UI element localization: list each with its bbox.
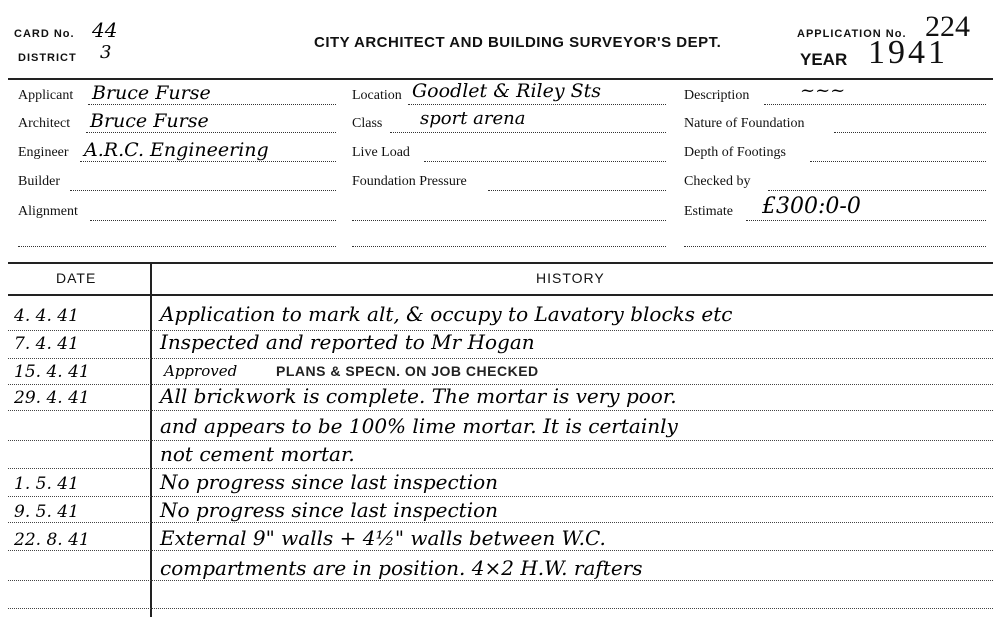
history-date: 15. 4. 41 [14,362,90,382]
department-title: CITY ARCHITECT AND BUILDING SURVEYOR'S DEPT. [314,34,722,51]
history-entry: Approved [164,362,238,380]
history-rule [8,550,993,551]
estimate-label: Estimate [684,204,733,219]
date-header: DATE [56,270,97,286]
history-entry: No progress since last inspection [160,470,499,494]
checked-by-line [768,190,986,191]
history-rule [8,496,993,497]
depth-of-footings-line [810,161,986,162]
architect-value: Bruce Furse [90,110,209,132]
alignment-label: Alignment [18,204,78,219]
application-no-value: 224 [925,10,970,43]
builder-label: Builder [18,174,60,189]
foundation-pressure-label: Foundation Pressure [352,174,467,189]
history-rule [8,468,993,469]
history-top-border [8,262,993,264]
estimate-line [746,220,986,221]
history-date: 22. 8. 41 [14,530,90,550]
history-date: 7. 4. 41 [14,334,79,354]
extra-line-left [18,246,336,247]
history-entry: compartments are in position. 4×2 H.W. rafters [160,556,643,580]
history-entry: Inspected and reported to Mr Hogan [160,330,535,354]
history-rule [8,440,993,441]
card-no-label: CARD No. [14,28,75,40]
location-line [408,104,666,105]
district-label: DISTRICT [18,52,77,64]
live-load-label: Live Load [352,145,410,160]
card-no-value: 44 [92,18,118,42]
alignment-line [90,220,336,221]
class-label: Class [352,116,383,131]
history-rule [8,608,993,609]
description-line [764,104,986,105]
class-line [390,132,666,133]
description-label: Description [684,88,750,103]
history-header: HISTORY [536,270,605,286]
history-entry: Application to mark alt, & occupy to Lavatory blocks etc [160,302,733,326]
checked-by-label: Checked by [684,174,751,189]
description-value: ~~~ [800,80,846,101]
history-rule [8,580,993,581]
engineer-label: Engineer [18,145,69,160]
applicant-value: Bruce Furse [92,82,211,104]
location-value: Goodlet & Riley Sts [412,80,602,102]
history-entry: and appears to be 100% lime mortar. It is certainly [160,414,678,438]
builder-line [70,190,336,191]
history-entry: All brickwork is complete. The mortar is very poor. [160,384,677,408]
extra-line-mid-1 [352,220,666,221]
year-value: 1941 [868,34,948,71]
history-header-border [8,294,993,296]
engineer-line [80,161,336,162]
extra-line-mid-2 [352,246,666,247]
history-rule [8,358,993,359]
nature-of-foundation-line [834,132,986,133]
history-entry: External 9" walls + 4½" walls between W.C. [160,526,606,550]
checked-stamp: PLANS & SPECN. ON JOB CHECKED [276,363,539,379]
district-value: 3 [100,42,112,63]
history-date: 1. 5. 41 [14,474,79,494]
engineer-value: A.R.C. Engineering [84,139,269,161]
history-date: 9. 5. 41 [14,502,79,522]
architect-line [86,132,336,133]
applicant-label: Applicant [18,88,74,103]
history-date: 4. 4. 41 [14,306,79,326]
location-label: Location [352,88,402,103]
class-value: sport arena [420,108,526,129]
applicant-line [88,104,336,105]
foundation-pressure-line [488,190,666,191]
history-date: 29. 4. 41 [14,388,90,408]
estimate-value: £300:0-0 [762,194,861,219]
extra-line-right [684,246,986,247]
year-label: YEAR [800,50,848,69]
live-load-line [424,161,666,162]
history-rule [8,522,993,523]
application-no-label: APPLICATION No. [797,28,907,40]
nature-of-foundation-label: Nature of Foundation [684,116,805,131]
history-rule [8,410,993,411]
history-entry: not cement mortar. [160,442,355,466]
depth-of-footings-label: Depth of Footings [684,145,786,160]
history-entry: No progress since last inspection [160,498,499,522]
architect-label: Architect [18,116,71,131]
